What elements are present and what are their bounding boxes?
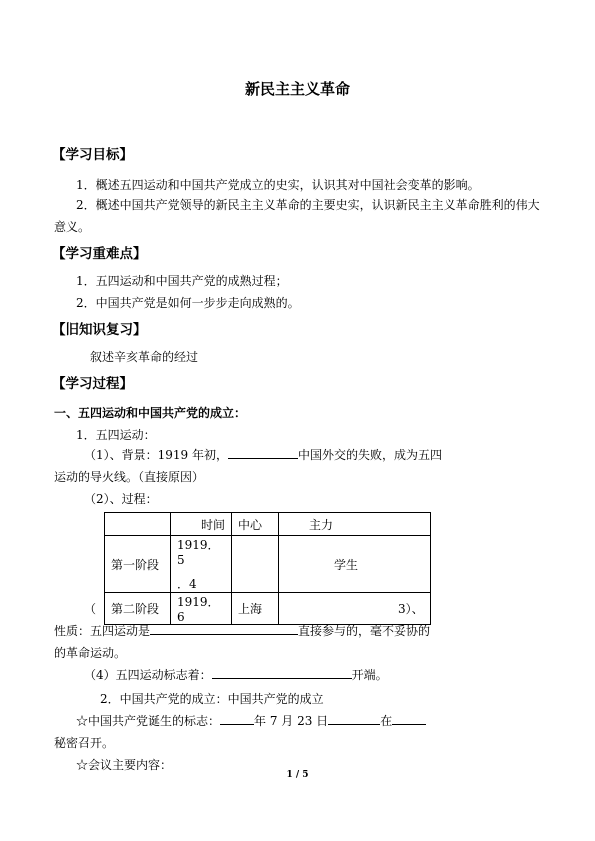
section-heading-process: 【学习过程】: [52, 376, 133, 392]
cpc-label: 2．中国共产党的成立：中国共产党的成立: [100, 692, 324, 706]
blank-birth-place[interactable]: [328, 712, 380, 725]
goal-item-2-cont: 意义。: [54, 220, 91, 234]
blank-birth-year[interactable]: [220, 712, 254, 725]
part1-heading: 一、五四运动和中国共产党的成立：: [54, 406, 247, 420]
table-header-force: 主力: [279, 513, 431, 536]
document-title: 新民主主义革命: [244, 80, 350, 98]
key-point-2: 2．中国共产党是如何一步步走向成熟的。: [76, 296, 300, 310]
birth-at: 在: [380, 714, 393, 728]
blank-birth-location[interactable]: [392, 712, 426, 725]
goal-item-2: 2．概述中国共产党领导的新民主主义革命的主要史实，认识新民主主义革命胜利的伟大: [76, 198, 540, 212]
page-number: 1 / 5: [286, 770, 309, 780]
stage-name: 第二阶段: [105, 593, 171, 625]
nature-line-cont: 的革命运动。: [54, 646, 127, 660]
table-header-time: 时间: [171, 513, 232, 536]
stage-time-line-2: ．4: [177, 577, 197, 591]
nature-prefix: 性质：五四运动是: [54, 624, 151, 638]
stage-center: 上海: [232, 593, 279, 625]
background-suffix: 中国外交的失败，成为五四: [298, 448, 443, 462]
stage-time-line-1: 1919．5: [177, 538, 220, 567]
stage-time: 1919．6: [171, 593, 232, 625]
meeting-content-label: ☆会议主要内容：: [76, 758, 173, 772]
blank-nature[interactable]: [150, 622, 298, 635]
marks-line: [84, 666, 388, 683]
review-text: 叙述辛亥革命的经过: [90, 350, 199, 364]
paren-open: （: [84, 602, 97, 616]
birth-line-cont: 秘密召开。: [54, 736, 115, 750]
background-prefix: （1）、背景：1919 年初，: [84, 448, 228, 462]
stages-table: [104, 512, 431, 625]
birth-date: 年 7 月 23 日: [254, 714, 329, 728]
table-row: [105, 593, 431, 625]
nature-line: [54, 622, 430, 639]
section-heading-review: 【旧知识复习】: [52, 322, 147, 338]
section-heading-key-points: 【学习重难点】: [52, 246, 147, 262]
section-heading-goals: 【学习目标】: [52, 147, 133, 163]
stage-force: 学生: [279, 536, 431, 593]
birth-line: [76, 712, 426, 729]
birth-prefix: ☆中国共产党诞生的标志：: [76, 714, 221, 728]
table-row: [105, 536, 431, 593]
background-line-cont: 运动的导火线。（直接原因）: [54, 470, 205, 484]
stage-time: [171, 536, 232, 593]
table-header-blank: [105, 513, 171, 536]
blank-background[interactable]: [228, 446, 298, 459]
process-label: （2）、过程：: [84, 492, 158, 506]
may4-label: 1．五四运动：: [76, 428, 156, 442]
stage-center: [232, 536, 279, 593]
item3-number: 3）、: [398, 602, 424, 616]
stage-name: 第一阶段: [105, 536, 171, 593]
table-header-center: 中心: [232, 513, 279, 536]
key-point-1: 1．五四运动和中国共产党的成熟过程；: [76, 274, 288, 288]
blank-marks[interactable]: [212, 666, 352, 679]
nature-suffix: 直接参与的，毫不妥协的: [298, 624, 431, 638]
marks-suffix: 开端。: [351, 668, 388, 682]
goal-item-1: 1．概述五四运动和中国共产党成立的史实，认识其对中国社会变革的影响。: [76, 178, 480, 192]
background-line: [84, 446, 442, 463]
table-header-row: [105, 513, 431, 536]
marks-prefix: （4）五四运动标志着：: [84, 668, 212, 682]
